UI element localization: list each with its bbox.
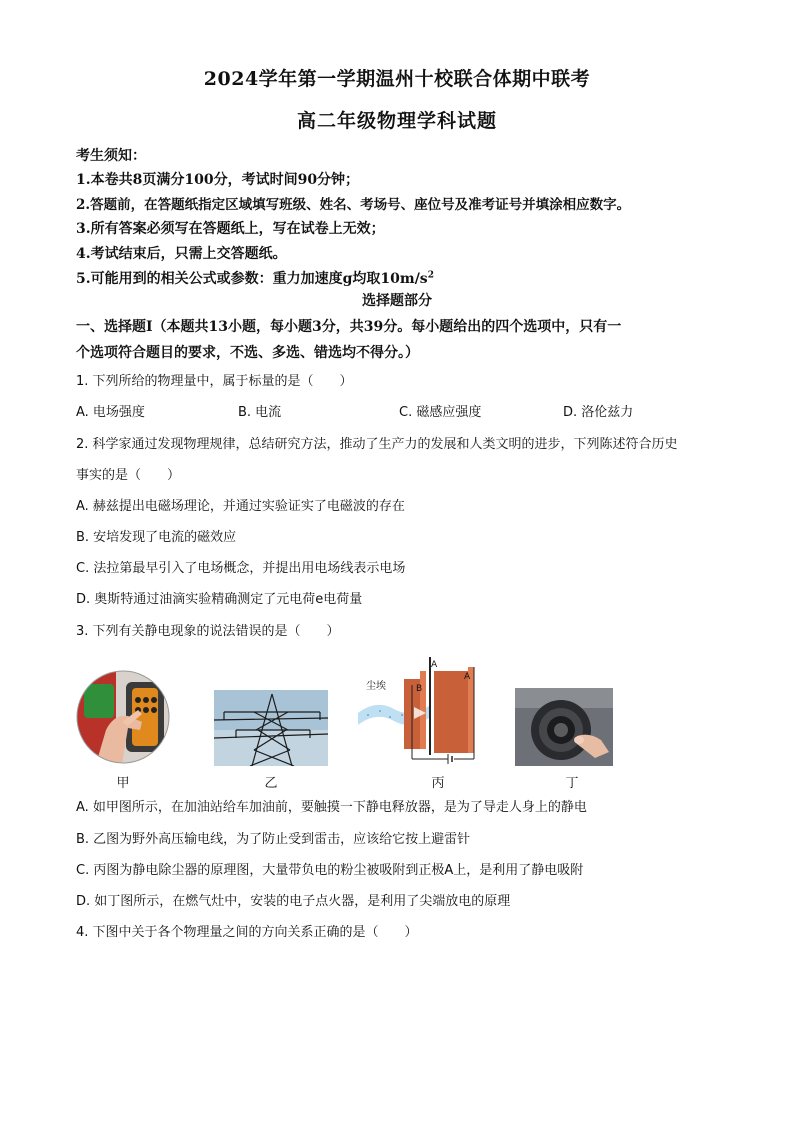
q1-stem: 1. 下列所给的物理量中，属于标量的是（ ） — [76, 374, 353, 389]
q3-option-d: D. 如丁图所示，在燃气灶中，安装的电子点火器，是利用了尖端放电的原理 — [76, 894, 511, 909]
precipitator-diagram — [354, 655, 494, 767]
figure-yi-transmission-tower — [214, 690, 328, 766]
electrode-a-label: A — [431, 660, 438, 670]
q1-option-a: A. 电场强度 — [76, 405, 145, 420]
section-title: 选择题部分 — [362, 293, 432, 309]
q3-option-a: A. 如甲图所示，在加油站给车加油前，要触摸一下静电释放器，是为了导走人身上的静电 — [76, 800, 587, 815]
q2-option-a: A. 赫兹提出电磁场理论，并通过实验证实了电磁波的存在 — [76, 499, 405, 514]
notice-item-5 — [76, 268, 434, 288]
unit-superscript: 2 — [427, 270, 434, 281]
exam-subtitle: 高二年级物理学科试题 — [296, 110, 497, 132]
gas-stove-photo — [515, 688, 613, 766]
dust-label: 尘埃 — [366, 681, 386, 692]
transmission-tower-photo — [214, 690, 328, 766]
caption-bing: 丙 — [431, 776, 445, 791]
static-discharger-photo — [76, 670, 170, 764]
notice-item-3: 3.所有答案必须写在答题纸上，写在试卷上无效； — [76, 221, 385, 237]
section-instruction-1: 一、选择题Ⅰ（本题共13小题，每小题3分，共39分。每小题给出的四个选项中，只有一 — [76, 319, 622, 335]
q1-option-d: D. 洛伦兹力 — [563, 405, 634, 420]
notice-item-1: 1.本卷共8页满分100分，考试时间90分钟； — [76, 172, 360, 188]
q1-option-b: B. 电流 — [238, 405, 282, 420]
q4-stem: 4. 下图中关于各个物理量之间的方向关系正确的是（ ） — [76, 925, 418, 940]
caption-yi: 乙 — [264, 776, 278, 791]
q2-option-d: D. 奥斯特通过油滴实验精确测定了元电荷e电荷量 — [76, 592, 363, 607]
q2-stem-line-1: 2. 科学家通过发现物理规律，总结研究方法，推动了生产力的发展和人类文明的进步，下列陈述符合历史 — [76, 437, 678, 452]
electrode-b-label: B — [416, 684, 423, 694]
notice-item-4: 4.考试结束后，只需上交答题纸。 — [76, 246, 287, 262]
q2-option-c: C. 法拉第最早引入了电场概念，并提出用电场线表示电场 — [76, 561, 406, 576]
q3-stem: 3. 下列有关静电现象的说法错误的是（ ） — [76, 624, 340, 639]
notice-heading: 考生须知： — [76, 148, 146, 164]
notice-item-5-text: 5.可能用到的相关公式或参数：重力加速度g均取10m/s — [76, 271, 428, 287]
figure-jia-static-discharger — [76, 670, 170, 764]
figure-bing-precipitator — [354, 655, 494, 767]
section-instruction-2: 个选项符合题目的要求，不选、多选、错选均不得分。） — [76, 345, 419, 361]
q3-option-c: C. 丙图为静电除尘器的原理图，大量带负电的粉尘被吸附到正极A上，是利用了静电吸附 — [76, 863, 584, 878]
figure-ding-gas-stove — [515, 688, 613, 766]
q2-stem-line-2: 事实的是（ ） — [76, 468, 181, 483]
exam-title: 2024学年第一学期温州十校联合体期中联考 — [203, 68, 591, 90]
q3-option-b: B. 乙图为野外高压输电线，为了防止受到雷击，应该给它按上避雷针 — [76, 832, 471, 847]
q1-option-c: C. 磁感应强度 — [399, 405, 482, 420]
electrode-a2-label: A — [464, 672, 471, 682]
q2-option-b: B. 安培发现了电流的磁效应 — [76, 530, 237, 545]
caption-ding: 丁 — [565, 776, 579, 791]
notice-item-2: 2.答题前，在答题纸指定区域填写班级、姓名、考场号、座位号及准考证号并填涂相应数字。 — [76, 197, 631, 213]
caption-jia: 甲 — [116, 776, 130, 791]
